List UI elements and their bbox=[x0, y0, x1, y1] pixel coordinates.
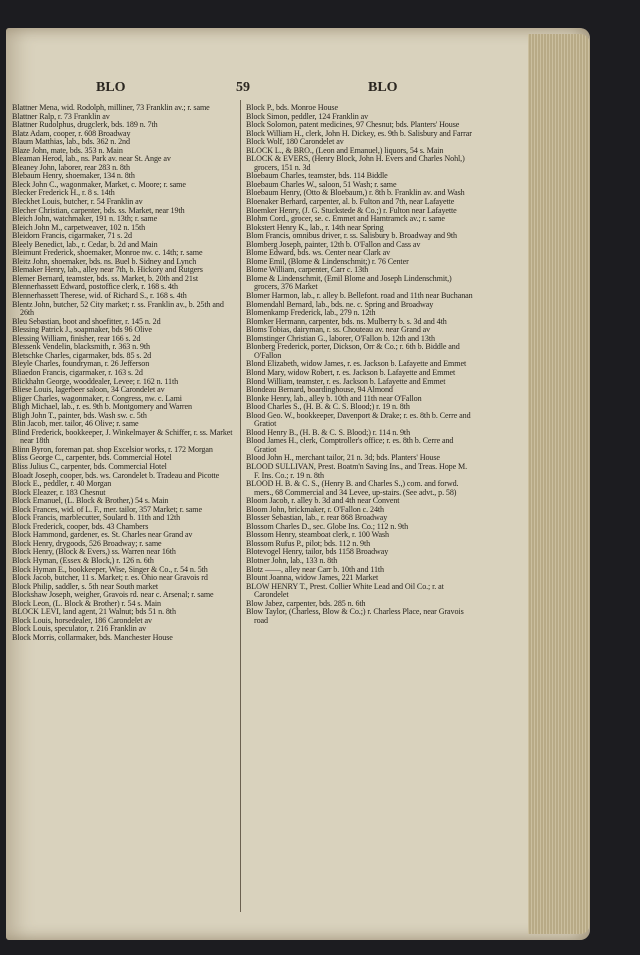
directory-entry: Blomenkamp Frederick, lab., 279 n. 12th bbox=[246, 309, 376, 318]
directory-entry: Blood James H., clerk, Comptroller's office; r. es. 8th b. Cerre and Gratiot bbox=[246, 437, 454, 454]
header-right-guide-word: BLO bbox=[368, 80, 398, 95]
directory-entry: Blohm Cord., grocer, se. c. Emmet and Hamtramck av.; r. same bbox=[246, 215, 445, 224]
directory-entry: Blennerhassett Edward, postoffice clerk, r. 168 s. 4th bbox=[12, 283, 178, 292]
directory-entry: Bloom Jacob, r. alley b. 3d and 4th near Convent bbox=[246, 497, 400, 506]
directory-entry: Blom Francis, omnibus driver, r. ss. Salisbury b. Broadway and 9th bbox=[246, 232, 457, 241]
directory-entry: Blossom Charles D., sec. Globe Ins. Co.; 112 n. 9th bbox=[246, 522, 409, 531]
directory-entry: Blecker Frederick H., r. 8 s. 14th bbox=[12, 189, 115, 198]
directory-entry: Blow Taylor, (Charless, Blow & Co.;) r. Charless Place, near Gravois road bbox=[246, 608, 464, 625]
column-divider bbox=[240, 100, 241, 912]
directory-entry: Blomer Harmon, lab., r. alley b. Bellefont. road and 11th near Buchanan bbox=[246, 292, 473, 301]
directory-entry: Block Louis, horsedealer, 186 Carondelet av bbox=[12, 616, 152, 625]
directory-entry: Bloms Tobias, dairyman, r. ss. Chouteau av. near Grand av bbox=[246, 326, 431, 335]
directory-entry: Bleyle Charles, foundryman, r. 26 Jefferson bbox=[12, 360, 150, 369]
directory-entry: Bliese Louis, lagerbeer saloon, 34 Carondelet av bbox=[12, 386, 165, 395]
directory-entry: Block Hyman E., bookkeeper, Wise, Singer & Co., r. 54 n. 5th bbox=[12, 565, 208, 574]
directory-entry: Bloemker Henry, (J. G. Stuckstede & Co.;) r. Fulton near Lafayette bbox=[246, 206, 457, 215]
directory-entry: Block Emanuel, (L. Block & Brother,) 54 s. Main bbox=[12, 497, 169, 506]
directory-entry: Blotevogel Henry, tailor, bds 1158 Broadway bbox=[246, 548, 389, 557]
directory-entry: BLOCK & EVERS, (Henry Block, John H. Evers and Charles Nohl,) grocers, 151 n. 3d bbox=[246, 155, 465, 172]
directory-entry: Bleitz John, shoemaker, bds. ns. Buel b. Sidney and Lynch bbox=[12, 257, 197, 266]
directory-entry: Blood Charles S., (H. B. & C. S. Blood;) r. 19 n. 8th bbox=[246, 403, 410, 412]
directory-entry: Blome & Lindenschmit, (Emil Blome and Joseph Lindenschmit,) grocers, 376 Market bbox=[246, 274, 452, 292]
directory-entry: Blentz John, butcher, 52 City market; r. ss. Franklin av., b. 25th and 26th bbox=[12, 300, 224, 318]
directory-entry: Block Simon, peddler, 124 Franklin av bbox=[246, 112, 369, 121]
left-column bbox=[12, 104, 238, 642]
directory-entry: Blossom Rufus P., pilot; bds. 112 n. 9th bbox=[246, 539, 371, 548]
directory-entry: Blood Geo. W., bookkeeper, Davenport & Drake; r. es. 8th b. Cerre and Gratiot bbox=[246, 411, 471, 429]
directory-entry: Block Eleazer, r. 183 Chesnut bbox=[12, 488, 106, 497]
directory-entry: Bleich John, watchmaker, 191 n. 13th; r. same bbox=[12, 215, 158, 224]
directory-entry: Blomstinger Christian G., laborer, O'Fallon b. 12th and 13th bbox=[246, 334, 435, 343]
directory-entry: Blonke Henry, lab., alley b. 10th and 11th near O'Fallon bbox=[246, 394, 422, 403]
directory-entry: Bleu Sebastian, boot and shoefitter, r. 145 n. 2d bbox=[12, 317, 161, 326]
directory-entry: Bloebaum Charles W., saloon, 51 Wash; r. same bbox=[246, 180, 397, 189]
directory-entry: Blomberg Joseph, painter, 12th b. O'Fallon and Cass av bbox=[246, 240, 421, 249]
directory-entry: Bleck John C., wagonmaker, Market, c. Moore; r. same bbox=[12, 180, 186, 189]
directory-entry: Bligh Michael, lab., r. es. 9th b. Montgomery and Warren bbox=[12, 403, 192, 412]
directory-entry: Blome Edward, bds. ws. Center near Clark av bbox=[246, 249, 391, 258]
directory-entry: Block E., peddler, r. 40 Morgan bbox=[12, 480, 112, 489]
directory-entry: Blome Emil, (Blome & Lindenschmit;) r. 76 Center bbox=[246, 257, 409, 266]
directory-entry: Blosser Sebastian, lab., r. rear 868 Broadway bbox=[246, 514, 388, 523]
directory-entry: Bleidorn Francis, cigarmaker, 71 s. 2d bbox=[12, 232, 132, 241]
page-edges bbox=[528, 34, 590, 934]
directory-entry: Blemer Bernard, teamster, bds. ss. Market, b. 20th and 21st bbox=[12, 274, 198, 283]
directory-entry: Block Francis, marblecutter, Soulard b. 11th and 12th bbox=[12, 514, 181, 523]
directory-entry: Blin Jacob, mer. tailor, 46 Olive; r. same bbox=[12, 420, 139, 429]
header-left-guide-word: BLO bbox=[96, 80, 126, 95]
directory-entry: Blondeau Bernard, boardinghouse, 94 Almond bbox=[246, 386, 393, 395]
directory-entry: Blecher Christian, carpenter, bds. ss. Market, near 19th bbox=[12, 206, 185, 215]
directory-entry: Bliger Charles, wagonmaker, r. Congress, nw. c. Lami bbox=[12, 394, 182, 403]
directory-entry: Blinn Byron, foreman pat. shop Excelsior works, r. 172 Morgan bbox=[12, 445, 213, 454]
directory-entry: Block Hyman, (Essex & Block,) r. 126 n. 6th bbox=[12, 556, 154, 565]
directory-entry: Blessenk Vendelin, blacksmith, r. 363 n. 9th bbox=[12, 343, 150, 352]
directory-entry: Block Leon, (L. Block & Brother) r. 54 s. Main bbox=[12, 599, 161, 608]
directory-entry: Bleimunt Frederick, shoemaker, Monroe nw. c. 14th; r. same bbox=[12, 249, 203, 258]
directory-entry: Blockshaw Joseph, weigher, Gravois rd. near c. Arsenal; r. same bbox=[12, 591, 214, 600]
directory-entry: Blond William, teamster, r. es. Jackson b. Lafayette and Emmet bbox=[246, 377, 446, 386]
directory-entry: Blatz Adam, cooper, r. 608 Broadway bbox=[12, 129, 131, 138]
directory-entry: BLOCK LEVI, land agent, 21 Walnut; bds 51 n. 8th bbox=[12, 608, 176, 617]
directory-entry: Block Wolf, 180 Carondelet av bbox=[246, 138, 344, 147]
directory-entry: Bloadt Joseph, cooper, bds. ws. Carondelet b. Tradeau and Picotte bbox=[12, 471, 220, 480]
directory-entry: Blemaker Henry, lab., alley near 7th, b. Hickory and Rutgers bbox=[12, 266, 203, 275]
directory-entry: Blaum Matthias, lab., bds. 362 n. 2nd bbox=[12, 138, 130, 147]
directory-entry: Bliaedon Francis, cigarmaker, r. 163 s. 2d bbox=[12, 368, 143, 377]
directory-entry: Blossom Henry, steamboat clerk, r. 100 Wash bbox=[246, 531, 389, 540]
directory-entry: Bleaney John, laborer, rear 283 n. 8th bbox=[12, 163, 130, 172]
directory-entry: Blennerhassett Therese, wid. of Richard S., r. 168 s. 4th bbox=[12, 292, 187, 301]
page-header bbox=[0, 54, 520, 95]
directory-entry: Blickhahn George, wooddealer, Levee; r. 162 n. 11th bbox=[12, 377, 179, 386]
directory-entry: Blonberg Frederick, porter, Dickson, Orr & Co.; r. 6th b. Biddle and O'Fallon bbox=[246, 343, 460, 360]
directory-entry: Blotz ——, alley near Carr b. 10th and 11th bbox=[246, 565, 385, 574]
directory-entry: BLOOD SULLIVAN, Prest. Boatm'n Saving Ins., and Treas. Hope M. F. Ins. Co.; r. 19 n. 8th bbox=[246, 462, 468, 480]
directory-entry: Blomendahl Bernard, lab., bds. ne. c. Spring and Broadway bbox=[246, 300, 434, 309]
directory-entry: Block Hammond, gardener, es. St. Charles near Grand av bbox=[12, 531, 193, 540]
directory-entry: Block Henry, (Block & Evers,) ss. Warren near 16th bbox=[12, 548, 176, 557]
directory-entry: Blattner Rudolphus, drugclerk, bds. 189 n. 7th bbox=[12, 121, 158, 130]
directory-entry: Blaze John, mate, bds. 353 n. Main bbox=[12, 146, 123, 155]
directory-entry: Blattner Ralp, r. 73 Franklin av bbox=[12, 112, 110, 121]
directory-entry: Blattner Mena, wid. Rodolph, milliner, 73 Franklin av.; r. same bbox=[12, 104, 210, 112]
directory-entry: Bloebaum Henry, (Otto & Bloebaum,) r. 8th b. Franklin av. and Wash bbox=[246, 189, 465, 198]
directory-entry: Bleckhet Louis, butcher, r. 54 Franklin av bbox=[12, 198, 143, 207]
directory-entry: Blotner John, lab., 133 n. 8th bbox=[246, 556, 338, 565]
directory-entry: Bleely Benedict, lab., r. Cedar, b. 2d and Main bbox=[12, 240, 158, 249]
directory-entry: Bleaman Herod, lab., ns. Park av. near St. Ange av bbox=[12, 155, 171, 164]
directory-entry: Blessing Patrick J., soapmaker, bds 96 Olive bbox=[12, 326, 152, 335]
directory-entry: Bliss Julius C., carpenter, bds. Commercial Hotel bbox=[12, 462, 167, 471]
directory-entry: Blow Jabez, carpenter, bds. 285 n. 6th bbox=[246, 599, 366, 608]
directory-entry: Bloom John, brickmaker, r. O'Fallon c. 24th bbox=[246, 505, 385, 514]
directory-entry: Blond Elizabeth, widow James, r. es. Jackson b. Lafayette and Emmet bbox=[246, 360, 467, 369]
directory-entry: BLOCK L., & BRO., (Leon and Emanuel,) liquors, 54 s. Main bbox=[246, 146, 444, 155]
page-number: 59 bbox=[236, 80, 250, 95]
directory-entry: Blomker Hermann, carpenter, bds. ns. Mulberry b. s. 3d and 4th bbox=[246, 317, 447, 326]
directory-entry: Bletschke Charles, cigarmaker, bds. 85 s. 2d bbox=[12, 351, 152, 360]
directory-entry: Blount Joanna, widow James, 221 Market bbox=[246, 574, 379, 583]
directory-entry: BLOW HENRY T., Prest. Collier White Lead and Oil Co.; r. at Carondelet bbox=[246, 582, 444, 600]
directory-entry: Block Henry, drygoods, 526 Broadway; r. same bbox=[12, 539, 162, 548]
directory-entry: Blokstert Henry K., lab., r. 14th near Spring bbox=[246, 223, 384, 232]
directory-entry: Bliss George C., carpenter, bds. Commercial Hotel bbox=[12, 454, 172, 463]
directory-entry: Blood Henry B., (H. B. & C. S. Blood;) r. 114 n. 9th bbox=[246, 428, 411, 437]
directory-entry: Blebaum Henry, shoemaker, 134 n. 8th bbox=[12, 172, 135, 181]
directory-entry: Block Frederick, cooper, bds. 43 Chambers bbox=[12, 522, 149, 531]
directory-entry: Block William H., clerk, John H. Dickey, es. 9th b. Salisbury and Farrar bbox=[246, 129, 472, 138]
directory-entry: Blome William, carpenter, Carr c. 13th bbox=[246, 266, 369, 275]
directory-entry: BLOOD H. B. & C. S., (Henry B. and Charles S.,) com. and forwd. mers., 68 Commercial and 34 Levee, up-stairs. (See advt., p. 58) bbox=[246, 480, 459, 497]
directory-entry: Blood John H., merchant tailor, 21 n. 3d; bds. Planters' House bbox=[246, 454, 440, 463]
directory-entry: Bligh John T., painter, bds. Wash sw. c. 5th bbox=[12, 411, 147, 420]
directory-entry: Block P., bds. Monroe House bbox=[246, 104, 338, 112]
directory-entry: Block Morris, collarmaker, bds. Manchester House bbox=[12, 633, 173, 642]
directory-entry: Block Solomon, patent medicines, 97 Chesnut; bds. Planters' House bbox=[246, 121, 460, 130]
directory-entry: Block Louis, speculator, r. 216 Franklin av bbox=[12, 625, 147, 634]
directory-entry: Block Philip, saddler, s. 5th near South market bbox=[12, 582, 159, 591]
directory-entry: Bloenaker Berhard, carpenter, al. b. Fulton and 7th, near Lafayette bbox=[246, 198, 455, 207]
directory-entry: Block Jacob, butcher, 11 s. Market; r. es. Ohio near Gravois rd bbox=[12, 574, 208, 583]
directory-entry: Block Frances, wid. of L. F., mer. tailor, 357 Market; r. same bbox=[12, 505, 202, 514]
directory-entry: Bloebaum Charles, teamster, bds. 114 Biddle bbox=[246, 172, 388, 181]
directory-entry: Blond Mary, widow Robert, r. es. Jackson b. Lafayette and Emmet bbox=[246, 368, 456, 377]
directory-entry: Blind Frederick, bookkeeper, J. Winkelmayer & Schiffer, r. ss. Market near 18th bbox=[12, 428, 233, 446]
right-column bbox=[246, 104, 474, 625]
directory-entry: Bleich John M., carpetweaver, 102 n. 15th bbox=[12, 223, 146, 232]
directory-entry: Blessing William, finisher, rear 166 s. 2d bbox=[12, 334, 141, 343]
